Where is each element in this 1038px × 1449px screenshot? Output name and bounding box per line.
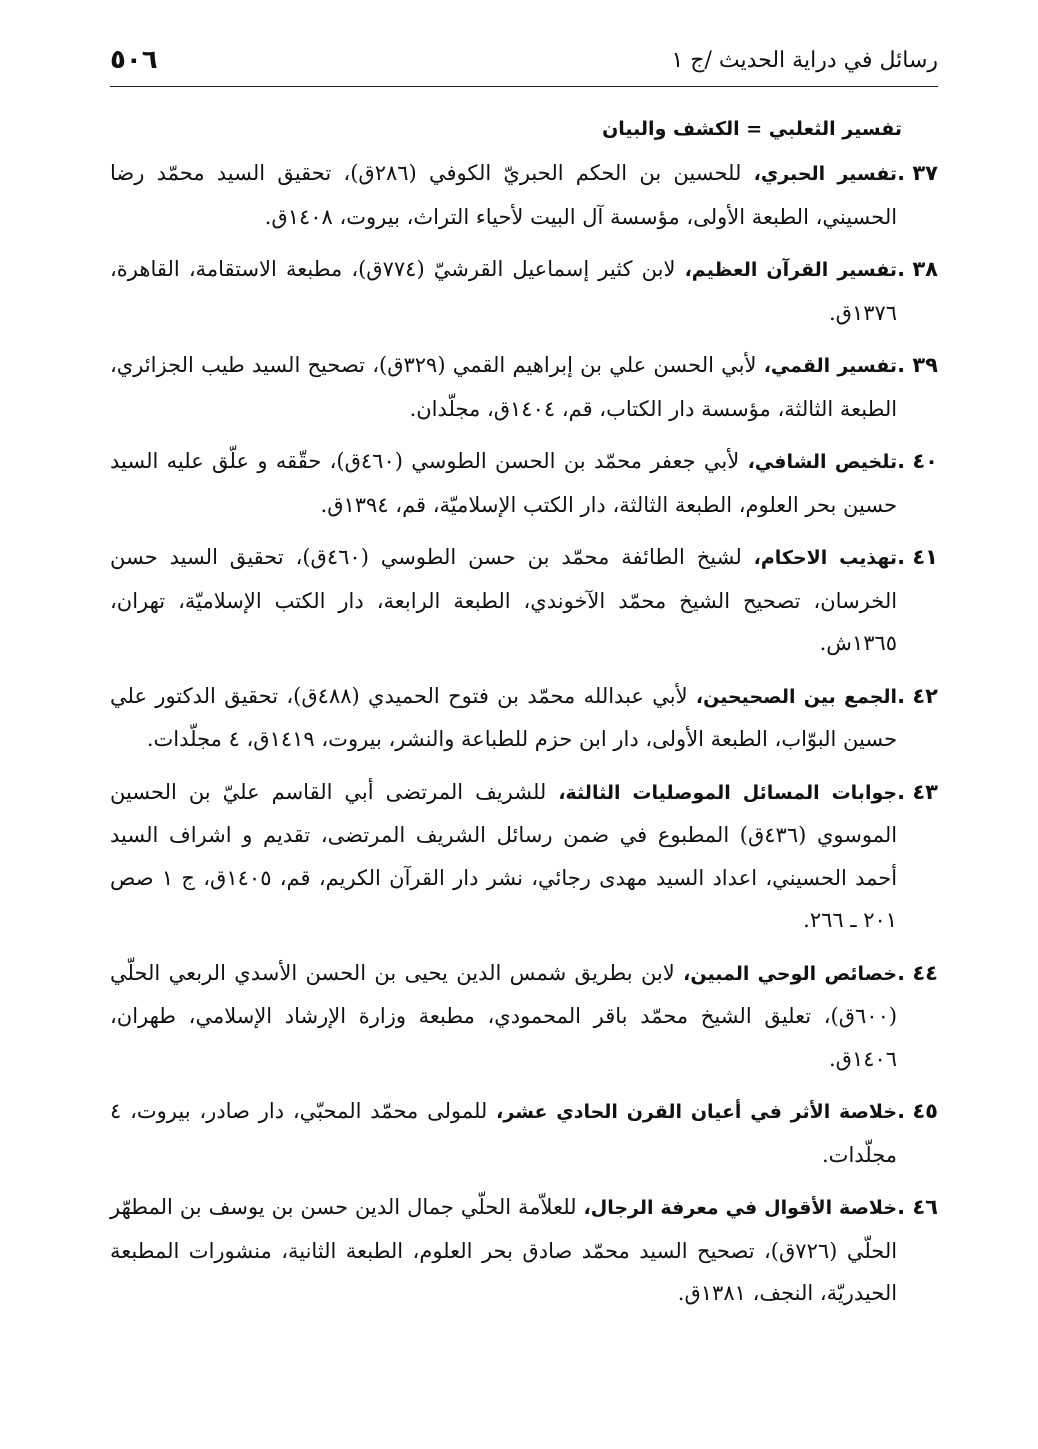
entry-details: للشريف المرتضى أبي القاسم عليّ بن الحسين الموسوي (٤٣٦ق) المطبوع في ضمن رسائل الشريف المرتضى، تقديم و اشراف السيد أحمد الحسيني، اعداد السيد مهدى رجائي، نشر دار القرآن الكريم، قم، ١٤٠٥ق، ج ١ صص ٢٠١ ـ ٢٦٦. bbox=[110, 779, 898, 932]
page-header bbox=[110, 38, 938, 87]
entry-title: تهذيب الاحكام، bbox=[753, 547, 898, 569]
page-number: ٥٠٦ bbox=[110, 45, 158, 75]
entry-title: جوابات المسائل الموصليات الثالثة، bbox=[558, 781, 898, 804]
cross-reference-note: تفسير الثعلبي = الكشف والبيان bbox=[602, 118, 902, 140]
entry-details: لأبي الحسن علي بن إبراهيم القمي (٣٢٩ق)، تصحيح السيد طيب الجزائري، الطبعة الثالثة، مؤسسة دار الكتاب، قم، ١٤٠٤ق، مجلّدان. bbox=[110, 353, 898, 421]
entry-details: للعلاّمة الحلّي جمال الدين حسن بن يوسف بن المطهّر الحلّي (٧٢٦ق)، تصحيح السيد محمّد صادق بحر العلوم، الطبعة الثانية، منشورات المطبعة الحيدريّة، النجف، ١٣٨١ق. bbox=[110, 1195, 898, 1305]
bibliography-entry bbox=[110, 152, 938, 238]
entry-details: لأبي عبدالله محمّد بن فتوح الحميدي (٤٨٨ق)، تحقيق الدكتور علي حسين البوّاب، الطبعة الأولى، دار ابن حزم للطباعة والنشر، بيروت، ١٤١٩ق، ٤ مجلّدات. bbox=[110, 683, 898, 751]
bibliography-entry bbox=[110, 440, 938, 526]
entry-title: خلاصة الأقوال في معرفة الرجال، bbox=[583, 1197, 898, 1219]
bibliography-entry bbox=[110, 536, 938, 665]
running-title: رسائل في دراية الحديث /ج ١ bbox=[671, 47, 938, 73]
bibliography-list bbox=[110, 118, 938, 1325]
entry-details: للحسين بن الحكم الحبريّ الكوفي (٢٨٦ق)، تحقيق السيد محمّد رضا الحسيني، الطبعة الأولى، مؤسسة آل البيت لأحياء التراث، بيروت، ١٤٠٨ق. bbox=[110, 161, 898, 229]
bibliography-entry bbox=[110, 952, 938, 1081]
entry-text bbox=[110, 1186, 897, 1315]
entry-text bbox=[110, 536, 897, 665]
entry-number: ٤٤ . bbox=[897, 960, 938, 985]
entry-number: ٤٠ . bbox=[897, 449, 938, 473]
entry-details: لشيخ الطائفة محمّد بن حسن الطوسي (٤٦٠ق)، تحقيق السيد حسن الخرسان، تصحيح الشيخ محمّد الآخوندي، الطبعة الرابعة، دار الكتب الإسلاميّة، تهران، ١٣٦٥ش. bbox=[110, 545, 898, 655]
entry-text bbox=[110, 675, 897, 761]
entry-title: تفسير الحبري، bbox=[753, 163, 898, 185]
bibliography-entry bbox=[110, 1186, 938, 1315]
entry-number: ٤٥ . bbox=[897, 1099, 938, 1123]
entry-title: تفسير القمي، bbox=[763, 355, 898, 377]
entry-details: لابن كثير إسماعيل القرشيّ (٧٧٤ق)، مطبعة الاستقامة، القاهرة، ١٣٧٦ق. bbox=[110, 257, 898, 325]
entry-title: الجمع بين الصحيحين، bbox=[695, 685, 898, 708]
entry-text bbox=[110, 771, 897, 942]
entry-number: ٣٩ . bbox=[897, 353, 938, 377]
entry-text bbox=[110, 248, 897, 334]
entry-title: تلخيص الشافي، bbox=[747, 451, 898, 473]
entry-details: للمولى محمّد المحبّي، دار صادر، بيروت، ٤ مجلّدات. bbox=[110, 1099, 898, 1167]
entry-details: لأبي جعفر محمّد بن الحسن الطوسي (٤٦٠ق)، حقّقه و علّق عليه السيد حسين بحر العلوم، الطبعة الثالثة، دار الكتب الإسلاميّة، قم، ١٣٩٤ق. bbox=[110, 449, 898, 517]
entry-details: لابن بطريق شمس الدين يحيى بن الحسن الأسدي الربعي الحلّي (٦٠٠ق)، تعليق الشيخ محمّد باقر المحمودي، مطبعة وزارة الإرشاد الإسلامي، طهران، ١٤٠٦ق. bbox=[110, 960, 898, 1071]
entry-title: خصائص الوحي المبين، bbox=[683, 962, 898, 985]
entry-number: ٤٦ . bbox=[897, 1195, 938, 1219]
bibliography-entry bbox=[110, 675, 938, 761]
entry-number: ٣٧ . bbox=[897, 161, 938, 185]
entry-number: ٤١ . bbox=[897, 545, 938, 569]
bibliography-entry bbox=[110, 248, 938, 334]
entry-number: ٣٨ . bbox=[897, 257, 938, 281]
entry-number: ٤٢ . bbox=[897, 683, 938, 708]
entry-title: خلاصة الأثر في أعيان القرن الحادي عشر، bbox=[496, 1101, 898, 1123]
entry-text bbox=[110, 344, 897, 430]
entry-text bbox=[110, 440, 897, 526]
bibliography-entry bbox=[110, 1090, 938, 1176]
entry-number: ٤٣ . bbox=[897, 779, 938, 804]
entry-text bbox=[110, 1090, 897, 1176]
entry-text bbox=[110, 952, 897, 1081]
entry-text bbox=[110, 152, 897, 238]
entry-title: تفسير القرآن العظيم، bbox=[684, 259, 898, 281]
bibliography-entry bbox=[110, 771, 938, 942]
bibliography-entry bbox=[110, 344, 938, 430]
